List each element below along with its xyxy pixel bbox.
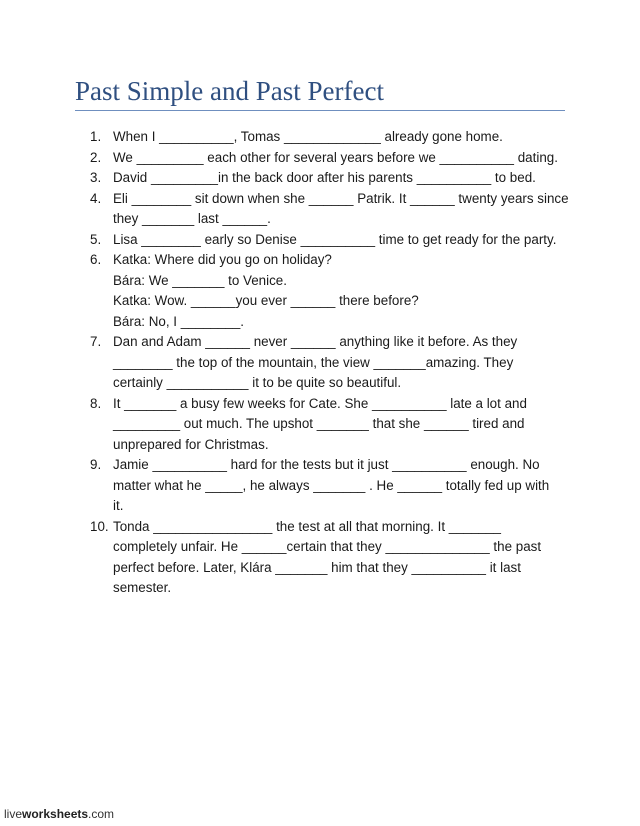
exercise-line: Lisa ________ early so Denise __________ time to get ready for the party.: [113, 231, 557, 247]
exercise-line: _________ out much. The upshot _______ that she ______ tired and: [113, 416, 525, 431]
exercise-text: [113, 168, 570, 189]
exercise-item: [90, 230, 570, 251]
exercise-line: matter what he _____, he always _______ . He ______ totally fed up with: [113, 477, 550, 493]
exercise-item: [90, 148, 570, 169]
exercise-number: 10.: [90, 518, 109, 534]
exercise-number: 7.: [90, 334, 102, 349]
exercise-line: Eli ________ sit down when she ______ Patrik. It ______ twenty years since: [113, 190, 569, 206]
exercise-line: unprepared for Christmas.: [113, 436, 269, 452]
exercise-item: [90, 168, 570, 189]
exercise-item: [90, 455, 570, 517]
exercise-list: [90, 127, 570, 599]
exercise-text: [113, 250, 570, 332]
exercise-line: We _________ each other for several years before we __________ dating.: [113, 149, 558, 165]
exercise-line: Katka: Where did you go on holiday?: [113, 252, 332, 267]
exercise-item: [90, 517, 570, 599]
exercise-line: Tonda ________________ the test at all that morning. It _______: [113, 518, 501, 534]
exercise-item: [90, 127, 570, 148]
exercise-text: [113, 517, 570, 599]
exercise-line: certainly ___________ it to be quite so beautiful.: [113, 375, 402, 390]
exercise-item: [90, 332, 570, 394]
footer-prefix: live: [4, 807, 23, 821]
exercise-line: Katka: Wow. ______you ever ______ there before?: [113, 293, 419, 308]
exercise-line: Bára: We _______ to Venice.: [113, 272, 287, 288]
exercise-item: [90, 250, 570, 332]
footer-brand: worksheets: [22, 807, 89, 821]
exercise-line: It _______ a busy few weeks for Cate. She __________ late a lot and: [113, 395, 527, 411]
exercise-number: 9.: [90, 457, 102, 472]
exercise-line: David _________in the back door after his parents __________ to bed.: [113, 170, 536, 185]
exercise-line: Jamie __________ hard for the tests but it just __________ enough. No: [113, 457, 540, 472]
exercise-number: 2.: [90, 149, 102, 165]
exercise-number: 5.: [90, 231, 102, 247]
exercise-line: Bára: No, I ________.: [113, 313, 245, 329]
exercise-line: it.: [113, 498, 124, 513]
exercise-item: [90, 394, 570, 456]
exercise-text: [113, 455, 570, 517]
exercise-text: [113, 230, 570, 251]
exercise-number: 4.: [90, 190, 102, 206]
exercise-line: When I __________, Tomas _____________ already gone home.: [113, 129, 503, 144]
exercise-line: ________ the top of the mountain, the view _______amazing. They: [113, 354, 514, 370]
exercise-line: semester.: [113, 580, 172, 595]
exercise-text: [113, 127, 570, 148]
exercise-number: 3.: [90, 170, 102, 185]
exercise-number: 1.: [90, 129, 102, 144]
exercise-text: [113, 332, 570, 394]
worksheet-title: Past Simple and Past Perfect: [75, 76, 384, 106]
exercise-line: Dan and Adam ______ never ______ anything like it before. As they: [113, 334, 518, 349]
exercise-number: 6.: [90, 252, 102, 267]
exercise-line: completely unfair. He ______certain that they ______________ the past: [113, 539, 542, 554]
liveworksheets-footer[interactable]: [4, 806, 114, 822]
footer-suffix: .com: [88, 807, 115, 821]
exercise-item: [90, 189, 570, 230]
exercise-text: [113, 148, 570, 169]
exercise-line: perfect before. Later, Klára _______ him that they __________ it last: [113, 559, 521, 575]
exercise-line: they _______ last ______.: [113, 211, 271, 226]
title-underline: [75, 110, 565, 111]
exercise-text: [113, 189, 570, 230]
exercise-text: [113, 394, 570, 456]
exercise-number: 8.: [90, 395, 102, 411]
